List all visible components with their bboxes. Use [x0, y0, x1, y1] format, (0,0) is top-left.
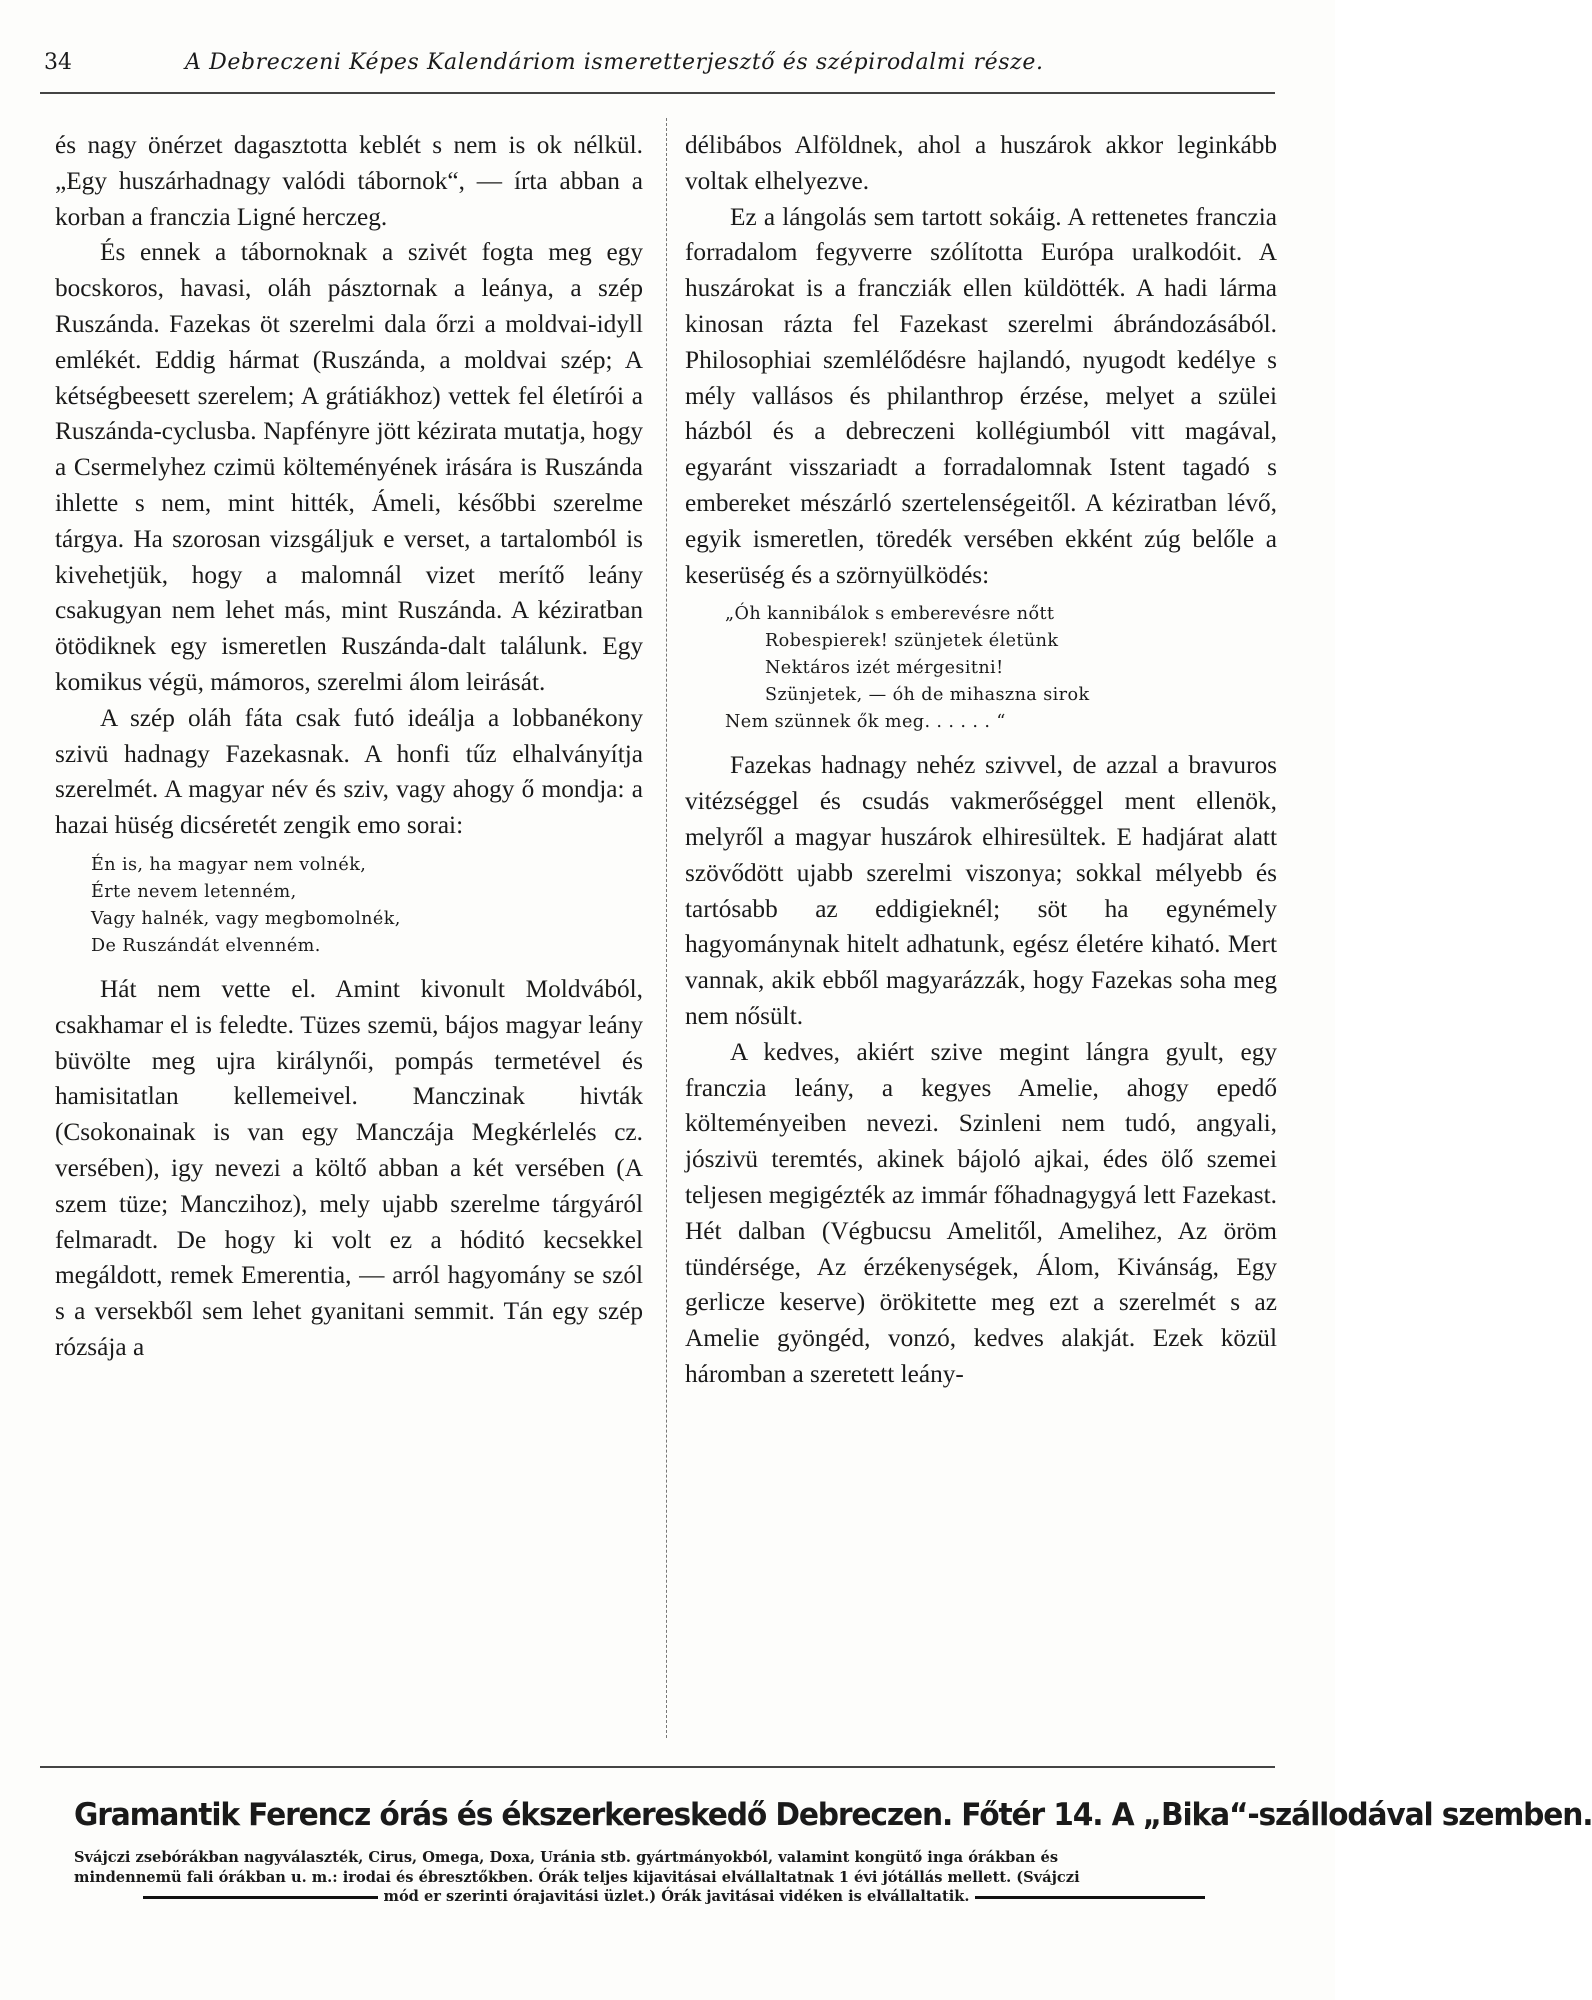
- advertisement-line: Svájczi zsebórákban nagyválaszték, Cirus, Omega, Doxa, Uránia stb. gyártmányokból, valamint kongütő inga órákban és: [74, 1849, 1059, 1866]
- advertisement-body: [74, 1848, 1274, 1907]
- column-divider: [666, 118, 667, 1738]
- left-paragraph-3: A szép oláh fáta csak futó ideálja a lobbanékony szivü hadnagy Fazekasnak. A honfi tűz elhalványítja szerelmét. A magyar név és sziv, vagy ahogy ő mondja: a hazai hüség dicséretét zengik emo sorai:: [55, 703, 643, 840]
- left-column: [55, 128, 643, 1366]
- running-title: A Debreczeni Képes Kalendáriom ismeretterjesztő és szépirodalmi része.: [185, 50, 1044, 75]
- footer-rule: [40, 1766, 1275, 1768]
- poem-line: „Óh kannibálok s emberevésre nőtt: [725, 604, 1055, 625]
- decorative-rule: [143, 1896, 378, 1899]
- left-poem: [55, 852, 643, 960]
- left-paragraph-1: és nagy önérzet dagasztotta keblét s nem is ok nélkül. „Egy huszárhadnagy valódi tábornok“, — írta abban a korban a franczia Ligné herczeg.: [55, 131, 643, 231]
- left-paragraph-2: És ennek a tábornoknak a szivét fogta meg egy bocskoros, havasi, oláh pásztornak a leánya, a szép Ruszánda. Fazekas öt szerelmi dala őrzi a moldvai-idyll emlékét. Eddig hármat (Ruszánda, a moldvai szép; A kétségbeesett szerelem; A grátiákhoz) vettek fel életírói a Ruszánda-cyclusba. Napfényre jött kézirata mutatja, hogy a Csermelyhez czimü költeményének irására is Ruszánda ihlette s nem, mint hitték, Ámeli, későbbi szerelme tárgya. Ha szorosan vizsgáljuk e verset, a tartalomból is kivehetjük, hogy a malomnál vizet merítő leány csakugyan nem lehet más, mint Ruszánda. A kéziratban ötödiknek egy ismeretlen Ruszánda-dalt találunk. Egy komikus végü, mámoros, szerelmi álom leirását.: [55, 238, 643, 696]
- poem-line: Érte nevem letenném,: [91, 881, 297, 902]
- right-paragraph-4: A kedves, akiért szive megint lángra gyult, egy franczia leány, a kegyes Amelie, ahogy epedő költeményeiben nevezi. Szinleni nem tudó, angyali, jószivü teremtés, akinek bájoló ajkai, édes ölő szemei teljesen megigézték az immár főhadnagygyá lett Fazekast. Hét dalban (Végbucsu Amelitől, Amelihez, Az öröm tündérsége, Az érzékenységek, Álom, Kivánság, Egy gerlicze keserve) örökitette meg ezt a szerelmét s az Amelie gyöngéd, vonzó, kedves alakját. Ezek közül háromban a szeretett leány-: [685, 1037, 1277, 1388]
- poem-line: Robespierek! szünjetek életünk: [765, 631, 1059, 652]
- header-rule: [40, 92, 1275, 94]
- poem-line: Nektáros izét mérgesitni!: [765, 658, 1004, 679]
- poem-line: Én is, ha magyar nem volnék,: [91, 854, 367, 875]
- advertisement-line-closing: [74, 1887, 1274, 1907]
- advertisement-headline: Gramantik Ferencz órás és ékszerkereskedő Debreczen. Főtér 14. A „Bika“-szállodával szemben.: [74, 1797, 1592, 1833]
- right-column: [685, 128, 1277, 1393]
- advertisement-line: mindennemü fali órákban u. m.: irodai és ébresztőkben. Órák teljes kijavitásai elvállaltatnak 1 évi jótállás mellett. (Svájczi: [74, 1868, 1080, 1886]
- poem-line: Nem szünnek ők meg. . . . . . “: [725, 712, 1006, 733]
- poem-line: De Ruszándát elvenném.: [91, 935, 321, 956]
- poem-line: Vagy halnék, vagy megbomolnék,: [91, 908, 401, 929]
- right-paragraph-2: Ez a lángolás sem tartott sokáig. A rettenetes franczia forradalom fegyverre szólította Európa uralkodóit. A huszárokat is a francziák ellen küldötték. A hadi lárma kinosan rázta fel Fazekast szerelmi ábrándozásából. Philosophiai szemlélődésre hajlandó, nyugodt kedélye s mély vallásos és philanthrop érzése, melyet a szülei házból és a debreczeni kollégiumból vitt magával, egyaránt visszariadt a forradalomnak Istent tagadó s embereket mészárló szertelenségeitől. A kéziratban lévő, egyik ismeretlen, töredék versében ekként zúg belőle a keserüség és a szörnyülködés:: [685, 202, 1277, 589]
- decorative-rule: [975, 1896, 1205, 1899]
- page-number: 34: [44, 50, 72, 75]
- left-paragraph-4: Hát nem vette el. Amint kivonult Moldvából, csakhamar el is feledte. Tüzes szemü, bájos magyar leány büvölte meg ujra királynői, pompás termetével és hamisitatlan kellemeivel. Manczinak hivták (Csokonainak is van egy Manczája Megkérlelés cz. versében), igy nevezi a költő abban a két versében (A szem tüze; Manczihoz), mely ujabb szerelme tárgyáról felmaradt. De hogy ki volt ez a hóditó kecsekkel megáldott, remek Emerentia, — arról hagyomány se szól s a versekből sem lehet gyanitani semmit. Tán egy szép rózsája a: [55, 974, 643, 1361]
- right-poem: [685, 601, 1277, 736]
- right-paragraph-1: délibábos Alföldnek, ahol a huszárok akkor leginkább voltak elhelyezve.: [685, 131, 1277, 195]
- right-paragraph-3: Fazekas hadnagy nehéz szivvel, de azzal a bravuros vitézséggel és csudás vakmerőséggel ment ellenök, melyről a magyar huszárok elhiresültek. E hadjárat alatt szövődött ujabb szerelmi viszonya; sokkal mélyebb és tartósabb az eddigieknél; söt ha egynémely hagyománynak hitelt adhatunk, egész életére kiható. Mert vannak, akik ebből magyarázzák, hogy Fazekas soha meg nem nősült.: [685, 751, 1277, 1030]
- poem-line: Szünjetek, — óh de mihaszna sirok: [765, 685, 1090, 706]
- advertisement-closing-text: mód er szerinti órajavitási üzlet.) Órák javitásai vidéken is elvállaltatik.: [383, 1888, 970, 1905]
